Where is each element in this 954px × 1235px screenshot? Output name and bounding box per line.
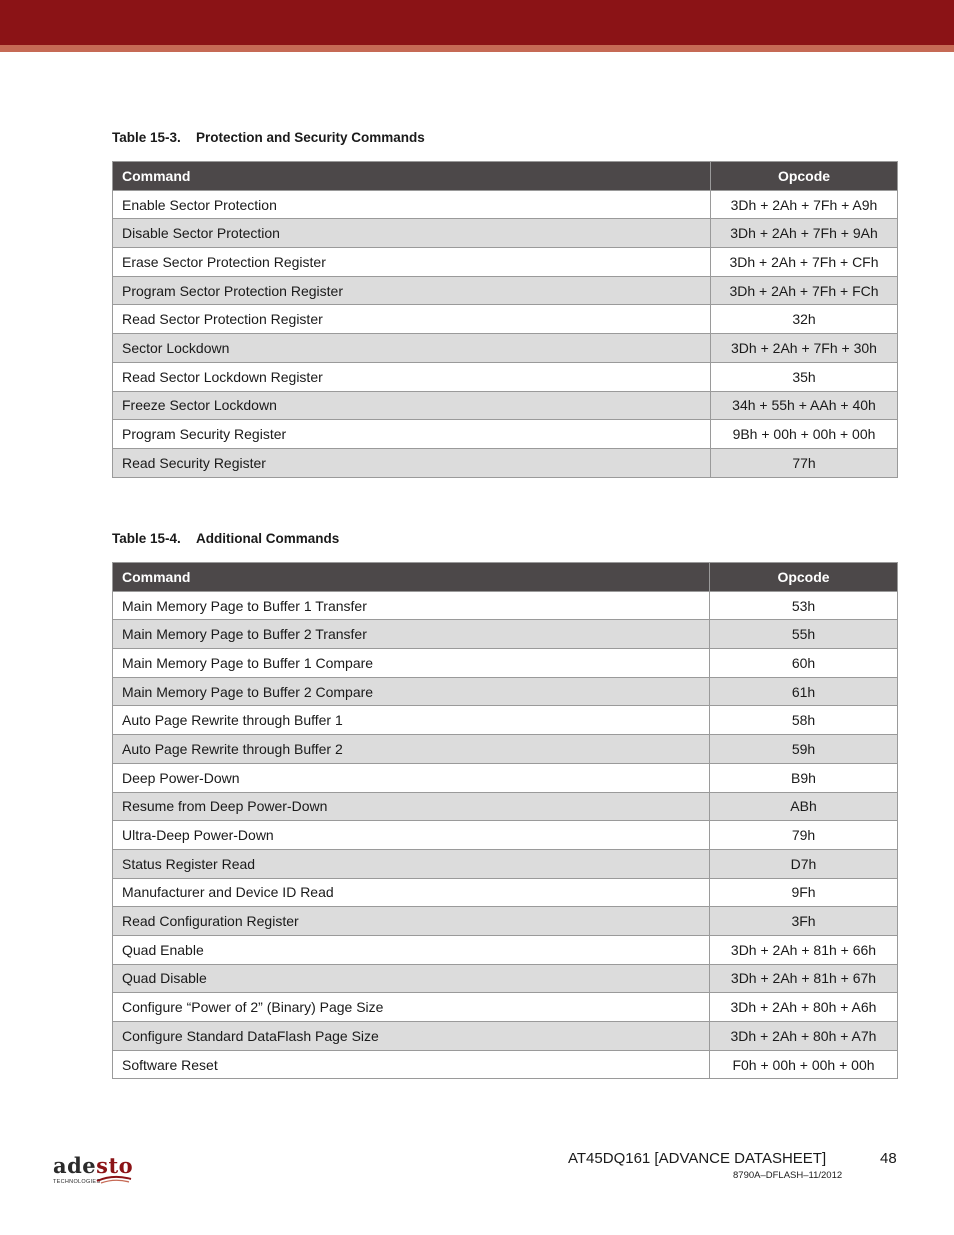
column-header-command: Command <box>113 563 710 592</box>
table-row <box>113 1022 898 1051</box>
table-row <box>113 935 898 964</box>
command-cell: Quad Disable <box>113 964 710 993</box>
command-cell: Read Sector Protection Register <box>113 305 711 334</box>
table2-number: Table 15-4. <box>112 531 181 546</box>
table-row <box>113 391 898 420</box>
table-row <box>113 620 898 649</box>
command-cell: Enable Sector Protection <box>113 190 711 219</box>
table-row <box>113 735 898 764</box>
command-cell: Read Security Register <box>113 448 711 477</box>
command-cell: Freeze Sector Lockdown <box>113 391 711 420</box>
footer-doc-number: 8790A–DFLASH–11/2012 <box>733 1170 843 1181</box>
table-row <box>113 190 898 219</box>
command-cell: Main Memory Page to Buffer 2 Transfer <box>113 620 710 649</box>
table-row <box>113 276 898 305</box>
table-row <box>113 677 898 706</box>
logo-wordmark: adesto <box>53 1153 134 1178</box>
column-header-opcode: Opcode <box>710 563 898 592</box>
opcode-cell: ABh <box>710 792 898 821</box>
opcode-cell: 3Dh + 2Ah + 7Fh + 9Ah <box>711 219 898 248</box>
footer-page-number: 48 <box>880 1150 897 1167</box>
table-row <box>113 763 898 792</box>
command-cell: Manufacturer and Device ID Read <box>113 878 710 907</box>
logo-subtext: TECHNOLOGIES <box>53 1179 101 1185</box>
header-bar <box>0 0 954 45</box>
opcode-cell: 3Dh + 2Ah + 80h + A6h <box>710 993 898 1022</box>
command-cell: Erase Sector Protection Register <box>113 248 711 277</box>
header-stripe <box>0 45 954 52</box>
command-cell: Program Sector Protection Register <box>113 276 711 305</box>
table1-number: Table 15-3. <box>112 130 181 145</box>
table-row <box>113 849 898 878</box>
opcode-cell: 3Dh + 2Ah + 80h + A7h <box>710 1022 898 1051</box>
opcode-cell: 3Fh <box>710 907 898 936</box>
table-row <box>113 1050 898 1079</box>
opcode-cell: 3Dh + 2Ah + 7Fh + FCh <box>711 276 898 305</box>
command-cell: Sector Lockdown <box>113 334 711 363</box>
command-cell: Read Sector Lockdown Register <box>113 362 711 391</box>
opcode-cell: 79h <box>710 821 898 850</box>
table-row <box>113 821 898 850</box>
opcode-cell: 35h <box>711 362 898 391</box>
table2-body <box>113 591 898 1079</box>
command-cell: Configure “Power of 2” (Binary) Page Size <box>113 993 710 1022</box>
command-cell: Status Register Read <box>113 849 710 878</box>
command-cell: Main Memory Page to Buffer 2 Compare <box>113 677 710 706</box>
command-cell: Resume from Deep Power-Down <box>113 792 710 821</box>
command-cell: Deep Power-Down <box>113 763 710 792</box>
opcode-cell: 58h <box>710 706 898 735</box>
table-row <box>113 448 898 477</box>
opcode-cell: F0h + 00h + 00h + 00h <box>710 1050 898 1079</box>
table-row <box>113 420 898 449</box>
table-row <box>113 993 898 1022</box>
opcode-cell: 60h <box>710 649 898 678</box>
table-row <box>113 706 898 735</box>
table-header-row <box>113 563 898 592</box>
table-row <box>113 649 898 678</box>
command-cell: Ultra-Deep Power-Down <box>113 821 710 850</box>
command-cell: Read Configuration Register <box>113 907 710 936</box>
logo-swoosh-icon <box>95 1173 133 1185</box>
opcode-cell: 3Dh + 2Ah + 7Fh + 30h <box>711 334 898 363</box>
table2-title: Additional Commands <box>196 531 340 546</box>
opcode-cell: 3Dh + 2Ah + 7Fh + CFh <box>711 248 898 277</box>
table-row <box>113 907 898 936</box>
opcode-cell: 3Dh + 2Ah + 81h + 67h <box>710 964 898 993</box>
table-row <box>113 305 898 334</box>
opcode-cell: 61h <box>710 677 898 706</box>
table1-body <box>113 190 898 477</box>
protection-security-commands-table <box>112 161 898 478</box>
command-cell: Configure Standard DataFlash Page Size <box>113 1022 710 1051</box>
table-row <box>113 591 898 620</box>
column-header-opcode: Opcode <box>711 162 898 191</box>
command-cell: Quad Enable <box>113 935 710 964</box>
command-cell: Auto Page Rewrite through Buffer 2 <box>113 735 710 764</box>
opcode-cell: 9Bh + 00h + 00h + 00h <box>711 420 898 449</box>
table-row <box>113 878 898 907</box>
table1-caption <box>112 130 425 145</box>
table-header-row <box>113 162 898 191</box>
table-row <box>113 792 898 821</box>
table2-caption <box>112 531 339 546</box>
command-cell: Program Security Register <box>113 420 711 449</box>
additional-commands-table <box>112 562 898 1079</box>
opcode-cell: 55h <box>710 620 898 649</box>
opcode-cell: 9Fh <box>710 878 898 907</box>
table-row <box>113 362 898 391</box>
command-cell: Main Memory Page to Buffer 1 Compare <box>113 649 710 678</box>
command-cell: Software Reset <box>113 1050 710 1079</box>
command-cell: Disable Sector Protection <box>113 219 711 248</box>
command-cell: Auto Page Rewrite through Buffer 1 <box>113 706 710 735</box>
opcode-cell: B9h <box>710 763 898 792</box>
opcode-cell: 3Dh + 2Ah + 81h + 66h <box>710 935 898 964</box>
opcode-cell: 34h + 55h + AAh + 40h <box>711 391 898 420</box>
opcode-cell: 77h <box>711 448 898 477</box>
table-row <box>113 248 898 277</box>
table1-title: Protection and Security Commands <box>196 130 425 145</box>
opcode-cell: 53h <box>710 591 898 620</box>
opcode-cell: 3Dh + 2Ah + 7Fh + A9h <box>711 190 898 219</box>
table-row <box>113 334 898 363</box>
table-row <box>113 964 898 993</box>
command-cell: Main Memory Page to Buffer 1 Transfer <box>113 591 710 620</box>
opcode-cell: D7h <box>710 849 898 878</box>
adesto-logo <box>53 1155 143 1189</box>
table-row <box>113 219 898 248</box>
column-header-command: Command <box>113 162 711 191</box>
opcode-cell: 59h <box>710 735 898 764</box>
opcode-cell: 32h <box>711 305 898 334</box>
footer-doc-title: AT45DQ161 [ADVANCE DATASHEET] <box>568 1150 827 1167</box>
